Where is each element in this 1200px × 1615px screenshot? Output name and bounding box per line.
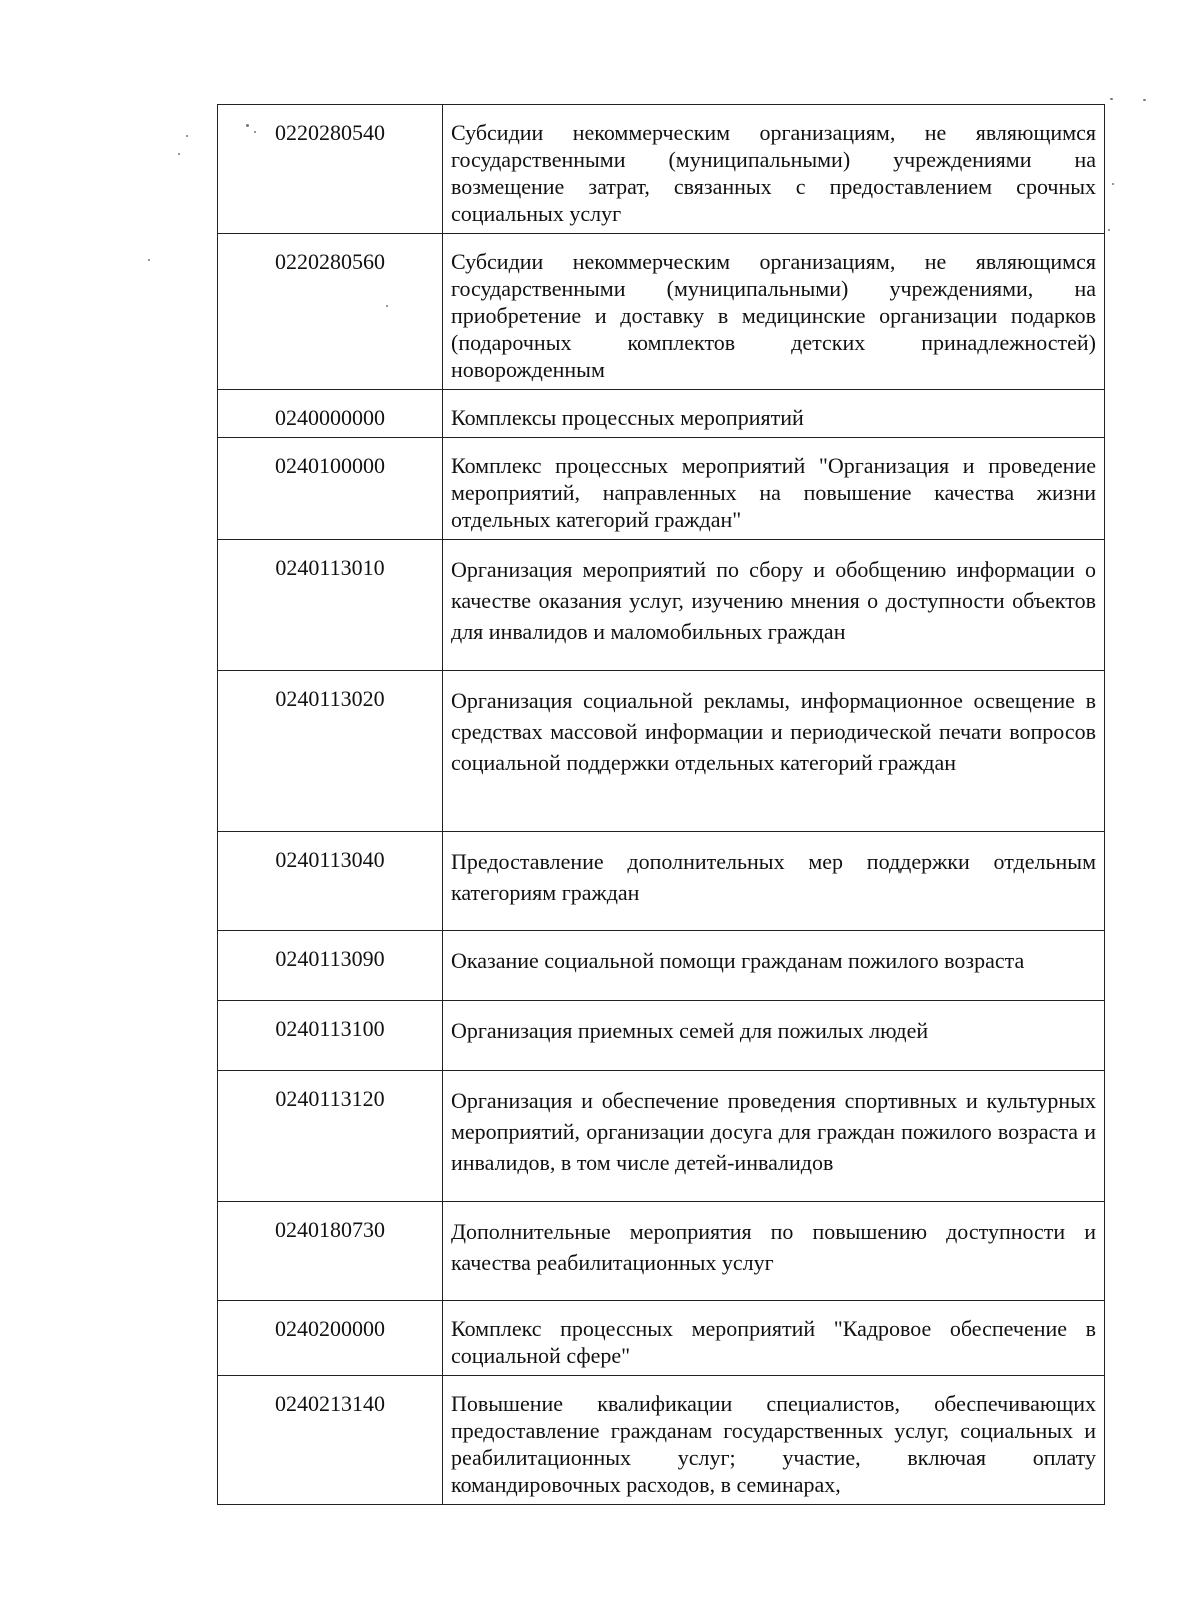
scan-speck — [1110, 98, 1113, 100]
row-description: Организация мероприятий по сбору и обобщению информации о качестве оказания услуг, изучению мнения о доступности объектов для инвалидов и маломобильных граждан — [443, 540, 1105, 671]
row-description: Субсидии некоммерческим организациям, не являющимся государственными (муниципальными) учреждениями, на приобретение и доставку в медицинские организации подарков (подарочных комплектов детских принадлежностей) новорожденным — [443, 234, 1105, 390]
row-description: Субсидии некоммерческим организациям, не являющимся государственными (муниципальными) учреждениями на возмещение затрат, связанных с предоставлением срочных социальных услуг — [443, 105, 1105, 234]
row-code: 0240180730 — [218, 1202, 443, 1301]
budget-classification-table — [217, 104, 1105, 1505]
table-row — [218, 1376, 1105, 1505]
row-description: Организация приемных семей для пожилых людей — [443, 1001, 1105, 1071]
row-description: Дополнительные мероприятия по повышению доступности и качества реабилитационных услуг — [443, 1202, 1105, 1301]
row-description: Комплекс процессных мероприятий "Организация и проведение мероприятий, направленных на повышение качества жизни отдельных категорий граждан" — [443, 438, 1105, 540]
row-description: Предоставление дополнительных мер поддержки отдельным категориям граждан — [443, 832, 1105, 931]
row-code: 0240113090 — [218, 931, 443, 1001]
scan-speck — [148, 259, 150, 261]
table-row — [218, 931, 1105, 1001]
scan-speck — [1108, 229, 1110, 231]
row-description: Повышение квалификации специалистов, обеспечивающих предоставление гражданам государственных услуг, социальных и реабилитационных услуг; участие, включая оплату командировочных расходов, в семинарах, — [443, 1376, 1105, 1505]
row-description: Комплекс процессных мероприятий "Кадровое обеспечение в социальной сфере" — [443, 1301, 1105, 1376]
row-code: 0240113010 — [218, 540, 443, 671]
table-row — [218, 105, 1105, 234]
scan-speck — [186, 135, 188, 137]
row-code: 0240113120 — [218, 1071, 443, 1202]
row-description: Организация социальной рекламы, информационное освещение в средствах массовой информации и периодической печати вопросов социальной поддержки отдельных категорий граждан — [443, 671, 1105, 832]
row-description: Комплексы процессных мероприятий — [443, 390, 1105, 438]
table-row — [218, 1301, 1105, 1376]
row-code: 0240113100 — [218, 1001, 443, 1071]
row-code: 0240213140 — [218, 1376, 443, 1505]
row-code: 0240000000 — [218, 390, 443, 438]
table-row — [218, 1071, 1105, 1202]
table-row — [218, 832, 1105, 931]
table-row — [218, 1202, 1105, 1301]
table-row — [218, 540, 1105, 671]
row-code: 0240200000 — [218, 1301, 443, 1376]
table-row — [218, 438, 1105, 540]
row-code: 0240113020 — [218, 671, 443, 832]
scan-speck — [1143, 99, 1146, 101]
row-code: 0240113040 — [218, 832, 443, 931]
row-code: 0240100000 — [218, 438, 443, 540]
table-row — [218, 671, 1105, 832]
row-description: Оказание социальной помощи гражданам пожилого возраста — [443, 931, 1105, 1001]
table-row — [218, 1001, 1105, 1071]
scan-speck — [1112, 183, 1114, 185]
row-code: 0220280540 — [218, 105, 443, 234]
row-code: 0220280560 — [218, 234, 443, 390]
row-description: Организация и обеспечение проведения спортивных и культурных мероприятий, организации досуга для граждан пожилого возраста и инвалидов, в том числе детей-инвалидов — [443, 1071, 1105, 1202]
scan-speck — [178, 153, 180, 155]
table-row — [218, 390, 1105, 438]
table-row — [218, 234, 1105, 390]
